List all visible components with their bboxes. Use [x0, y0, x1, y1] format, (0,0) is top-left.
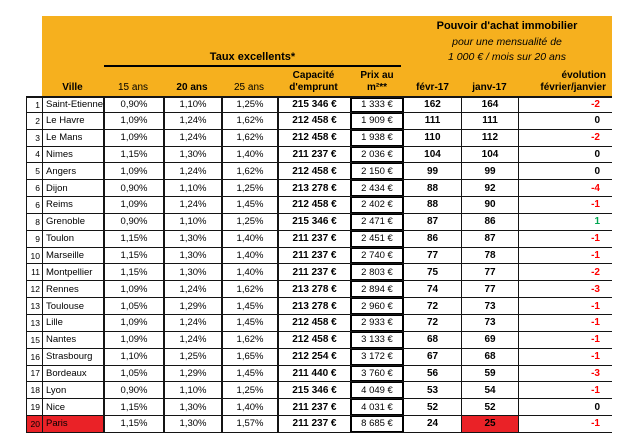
rate-15y-cell: 1,09% — [103, 281, 163, 297]
borrowing-capacity-cell: 211 440 € — [277, 366, 350, 382]
price-per-m2-cell: 2 933 € — [350, 315, 404, 331]
feb-17-power-cell: 24 — [426, 418, 439, 430]
rate-20y-cell: 1,30% — [163, 248, 221, 264]
rate-25y-cell: 1,45% — [221, 197, 277, 213]
evolution-cell: 0 — [518, 147, 612, 163]
rate-25y-cell: 1,25% — [221, 214, 277, 230]
borrowing-capacity-cell: 213 278 € — [277, 298, 350, 314]
evolution-cell: -1 — [518, 231, 612, 247]
rank-cell: 10 — [26, 248, 42, 264]
rate-20y-cell: 1,30% — [163, 399, 221, 415]
rank-cell: 9 — [26, 231, 42, 247]
borrowing-capacity-cell: 212 458 € — [277, 113, 350, 129]
rate-25y-cell: 1,45% — [221, 298, 277, 314]
rate-25y-cell: 1,62% — [221, 163, 277, 179]
rate-20y-cell: 1,25% — [163, 349, 221, 365]
city-cell: Nimes — [42, 147, 103, 163]
borrowing-capacity-cell: 211 237 € — [277, 264, 350, 280]
borrowing-capacity-cell: 212 458 € — [277, 315, 350, 331]
evolution-cell: 0 — [518, 113, 612, 129]
rate-25y-cell: 1,62% — [221, 130, 277, 146]
price-per-m2-cell: 3 133 € — [350, 332, 404, 348]
borrowing-capacity-cell: 215 346 € — [277, 382, 350, 398]
rate-15y-cell: 1,09% — [103, 130, 163, 146]
city-cell: Paris — [42, 416, 103, 432]
rate-25y-cell: 1,45% — [221, 315, 277, 331]
rank-cell: 8 — [26, 214, 42, 230]
rate-15y-cell: 1,15% — [103, 231, 163, 247]
feb-17-power-cell: 99 — [426, 165, 439, 177]
jan-17-power-cell: 77 — [461, 281, 518, 297]
rate-20y-cell: 1,30% — [163, 147, 221, 163]
feb-17-power-cell: 74 — [426, 283, 439, 295]
jan-17-power-cell: 73 — [461, 298, 518, 314]
borrowing-capacity-cell: 212 458 € — [277, 163, 350, 179]
rate-15y-cell: 0,90% — [103, 382, 163, 398]
rate-15y-cell: 1,05% — [103, 366, 163, 382]
col-header-15-ans: 15 ans — [117, 82, 149, 94]
jan-17-power-cell: 54 — [461, 382, 518, 398]
rate-15y-cell: 1,15% — [103, 248, 163, 264]
rate-15y-cell: 1,09% — [103, 332, 163, 348]
col-header-capacite-line1: Capacité — [292, 70, 335, 82]
city-cell: Montpellier — [42, 264, 103, 280]
rate-20y-cell: 1,24% — [163, 315, 221, 331]
col-header-20-ans: 20 ans — [176, 82, 208, 94]
city-cell: Grenoble — [42, 214, 103, 230]
price-per-m2-cell: 1 938 € — [350, 130, 404, 146]
rate-25y-cell: 1,62% — [221, 281, 277, 297]
evolution-cell: 1 — [518, 214, 612, 230]
evolution-cell: -3 — [518, 366, 612, 382]
table-row — [26, 315, 612, 332]
rate-20y-cell: 1,24% — [163, 197, 221, 213]
jan-17-power-cell: 69 — [461, 332, 518, 348]
price-per-m2-cell: 2 150 € — [350, 163, 404, 179]
rate-20y-cell: 1,30% — [163, 264, 221, 280]
feb-17-power-cell: 68 — [426, 334, 439, 346]
price-per-m2-cell: 2 471 € — [350, 214, 404, 230]
borrowing-capacity-cell: 211 237 € — [277, 231, 350, 247]
table-row — [26, 382, 612, 399]
col-header-prix-m2: Prix au m²** — [360, 70, 394, 94]
city-cell: Bordeaux — [42, 366, 103, 382]
jan-17-power-cell: 104 — [461, 147, 518, 163]
feb-17-power-cell: 88 — [426, 199, 439, 211]
rank-cell: 13 — [26, 315, 42, 331]
rate-20y-cell: 1,10% — [163, 382, 221, 398]
rate-25y-cell: 1,40% — [221, 231, 277, 247]
borrowing-capacity-cell: 211 237 € — [277, 147, 350, 163]
rank-cell: 11 — [26, 264, 42, 280]
feb-17-power-cell: 53 — [426, 384, 439, 396]
feb-17-power-cell: 87 — [426, 216, 439, 228]
jan-17-power-cell: 68 — [461, 349, 518, 365]
rate-15y-cell: 0,90% — [103, 180, 163, 196]
price-per-m2-cell: 2 960 € — [350, 298, 404, 314]
jan-17-power-cell: 77 — [461, 264, 518, 280]
rank-cell: 4 — [26, 147, 42, 163]
city-cell: Marseille — [42, 248, 103, 264]
price-per-m2-cell: 3 760 € — [350, 366, 404, 382]
table-row — [26, 163, 612, 180]
rank-cell: 19 — [26, 399, 42, 415]
jan-17-power-cell: 86 — [461, 214, 518, 230]
feb-17-power-cell: 56 — [426, 367, 439, 379]
evolution-cell: -1 — [518, 382, 612, 398]
feb-17-power-cell: 75 — [426, 266, 439, 278]
title-line-1: Pouvoir d'achat immobilier — [436, 20, 578, 32]
borrowing-capacity-cell: 212 254 € — [277, 349, 350, 365]
col-header-capacite-line2: d'emprunt — [289, 82, 338, 94]
col-header-janv-17: janv-17 — [472, 82, 507, 94]
rate-20y-cell: 1,10% — [163, 98, 221, 112]
rate-15y-cell: 1,09% — [103, 163, 163, 179]
rate-15y-cell: 1,09% — [103, 113, 163, 129]
city-cell: Rennes — [42, 281, 103, 297]
price-per-m2-cell: 2 451 € — [350, 231, 404, 247]
jan-17-power-cell: 164 — [461, 98, 518, 112]
rate-20y-cell: 1,30% — [163, 416, 221, 432]
table-row — [26, 332, 612, 349]
jan-17-power-cell: 92 — [461, 180, 518, 196]
price-per-m2-cell: 3 172 € — [350, 349, 404, 365]
price-per-m2-cell: 4 031 € — [350, 399, 404, 415]
table-row — [26, 416, 612, 433]
jan-17-power-cell: 87 — [461, 231, 518, 247]
rate-25y-cell: 1,40% — [221, 399, 277, 415]
borrowing-capacity-cell: 215 346 € — [277, 214, 350, 230]
evolution-cell: -2 — [518, 98, 612, 112]
rank-cell: 3 — [26, 130, 42, 146]
rank-cell: 16 — [26, 349, 42, 365]
rate-25y-cell: 1,45% — [221, 366, 277, 382]
price-per-m2-cell: 1 333 € — [350, 98, 404, 112]
borrowing-capacity-cell: 213 278 € — [277, 180, 350, 196]
table-body — [26, 96, 612, 433]
table-row — [26, 264, 612, 281]
rank-cell: 17 — [26, 366, 42, 382]
borrowing-capacity-cell: 212 458 € — [277, 197, 350, 213]
city-cell: Reims — [42, 197, 103, 213]
rate-15y-cell: 1,05% — [103, 298, 163, 314]
rate-20y-cell: 1,30% — [163, 231, 221, 247]
rank-cell: 13 — [26, 298, 42, 314]
city-cell: Lille — [42, 315, 103, 331]
table-row — [26, 147, 612, 164]
rate-15y-cell: 1,10% — [103, 349, 163, 365]
price-per-m2-cell: 2 803 € — [350, 264, 404, 280]
evolution-cell: 0 — [518, 399, 612, 415]
evolution-cell: -4 — [518, 180, 612, 196]
evolution-cell: -2 — [518, 130, 612, 146]
rank-cell: 20 — [26, 416, 42, 432]
jan-17-power-cell: 99 — [461, 163, 518, 179]
borrowing-capacity-cell: 211 237 € — [277, 416, 350, 432]
evolution-cell: 0 — [518, 163, 612, 179]
price-per-m2-cell: 4 049 € — [350, 382, 404, 398]
rate-20y-cell: 1,29% — [163, 298, 221, 314]
evolution-cell: -1 — [518, 416, 612, 432]
price-per-m2-cell: 2 434 € — [350, 180, 404, 196]
feb-17-power-cell: 77 — [426, 250, 439, 262]
rank-cell: 1 — [26, 98, 42, 112]
feb-17-power-cell: 72 — [426, 300, 439, 312]
city-cell: Lyon — [42, 382, 103, 398]
price-per-m2-cell: 8 685 € — [350, 416, 404, 432]
table-row — [26, 399, 612, 416]
rate-20y-cell: 1,24% — [163, 281, 221, 297]
borrowing-capacity-cell: 212 458 € — [277, 332, 350, 348]
rate-25y-cell: 1,40% — [221, 248, 277, 264]
jan-17-power-cell: 90 — [461, 197, 518, 213]
feb-17-power-cell: 72 — [426, 317, 439, 329]
city-cell: Nantes — [42, 332, 103, 348]
table-row — [26, 130, 612, 147]
title-line-3: 1 000 € / mois sur 20 ans — [448, 50, 566, 63]
city-cell: Dijon — [42, 180, 103, 196]
feb-17-power-cell: 67 — [426, 351, 439, 363]
rate-25y-cell: 1,62% — [221, 332, 277, 348]
rank-cell: 6 — [26, 197, 42, 213]
rate-20y-cell: 1,24% — [163, 130, 221, 146]
borrowing-capacity-cell: 212 458 € — [277, 130, 350, 146]
city-cell: Nice — [42, 399, 103, 415]
table-row — [26, 180, 612, 197]
table-row — [26, 231, 612, 248]
rate-20y-cell: 1,24% — [163, 163, 221, 179]
evolution-cell: -1 — [518, 332, 612, 348]
rate-25y-cell: 1,40% — [221, 264, 277, 280]
rank-cell: 12 — [26, 281, 42, 297]
table-row — [26, 113, 612, 130]
borrowing-capacity-cell: 211 237 € — [277, 399, 350, 415]
city-cell: Le Havre — [42, 113, 103, 129]
jan-17-power-cell: 111 — [461, 113, 518, 129]
rate-20y-cell: 1,10% — [163, 214, 221, 230]
col-header-fevr-17: févr-17 — [416, 82, 449, 94]
price-per-m2-cell: 1 909 € — [350, 113, 404, 129]
column-headers — [26, 54, 612, 95]
table-row — [26, 298, 612, 315]
group-header-taux-excellents: Taux excellents* — [104, 51, 401, 67]
jan-17-power-cell: 112 — [461, 130, 518, 146]
price-per-m2-cell: 2 036 € — [350, 147, 404, 163]
feb-17-power-cell: 52 — [426, 401, 439, 413]
rate-20y-cell: 1,24% — [163, 332, 221, 348]
jan-17-power-cell: 78 — [461, 248, 518, 264]
rate-25y-cell: 1,25% — [221, 382, 277, 398]
table-row — [26, 197, 612, 214]
col-header-evolution — [518, 70, 612, 94]
evolution-cell: -1 — [518, 298, 612, 314]
rate-15y-cell: 1,09% — [103, 315, 163, 331]
city-cell: Toulon — [42, 231, 103, 247]
table-row — [26, 366, 612, 383]
col-header-25-ans: 25 ans — [233, 82, 265, 94]
rate-25y-cell: 1,25% — [221, 98, 277, 112]
table-row — [26, 281, 612, 298]
rank-cell: 6 — [26, 180, 42, 196]
table-row — [26, 349, 612, 366]
price-per-m2-cell: 2 740 € — [350, 248, 404, 264]
rate-25y-cell: 1,40% — [221, 147, 277, 163]
rate-25y-cell: 1,25% — [221, 180, 277, 196]
evolution-cell: -3 — [518, 281, 612, 297]
rank-cell: 18 — [26, 382, 42, 398]
evolution-cell: -1 — [518, 197, 612, 213]
rate-20y-cell: 1,24% — [163, 113, 221, 129]
city-cell: Toulouse — [42, 298, 103, 314]
evolution-cell: -1 — [518, 248, 612, 264]
table-row — [26, 214, 612, 231]
price-per-m2-cell: 2 894 € — [350, 281, 404, 297]
feb-17-power-cell: 111 — [424, 115, 441, 127]
col-header-evolution-line1: évolution — [561, 70, 606, 82]
feb-17-power-cell: 88 — [426, 182, 439, 194]
rate-15y-cell: 1,15% — [103, 416, 163, 432]
rank-cell: 5 — [26, 163, 42, 179]
borrowing-capacity-cell: 213 278 € — [277, 281, 350, 297]
evolution-cell: -2 — [518, 264, 612, 280]
borrowing-capacity-cell: 215 346 € — [277, 98, 350, 112]
jan-17-power-cell: 52 — [461, 399, 518, 415]
rank-cell: 2 — [26, 113, 42, 129]
rank-cell: 15 — [26, 332, 42, 348]
rate-15y-cell: 0,90% — [103, 214, 163, 230]
jan-17-power-cell: 73 — [461, 315, 518, 331]
rate-20y-cell: 1,10% — [163, 180, 221, 196]
evolution-cell: -1 — [518, 315, 612, 331]
col-header-ville: Ville — [62, 82, 83, 94]
col-header-capacite — [277, 70, 350, 94]
city-cell: Angers — [42, 163, 103, 179]
rate-25y-cell: 1,65% — [221, 349, 277, 365]
rate-15y-cell: 0,90% — [103, 98, 163, 112]
rate-15y-cell: 1,09% — [103, 197, 163, 213]
feb-17-power-cell: 110 — [424, 132, 441, 144]
rate-15y-cell: 1,15% — [103, 147, 163, 163]
rate-15y-cell: 1,15% — [103, 399, 163, 415]
borrowing-capacity-cell: 211 237 € — [277, 248, 350, 264]
table-row — [26, 248, 612, 265]
feb-17-power-cell: 86 — [426, 233, 439, 245]
rate-15y-cell: 1,15% — [103, 264, 163, 280]
rate-25y-cell: 1,57% — [221, 416, 277, 432]
col-header-evolution-line2: février/janvier — [540, 82, 606, 94]
feb-17-power-cell: 104 — [424, 148, 441, 160]
title-line-2: pour une mensualité de — [452, 35, 562, 48]
price-per-m2-cell: 2 402 € — [350, 197, 404, 213]
city-cell: Le Mans — [42, 130, 103, 146]
city-cell: Strasbourg — [42, 349, 103, 365]
rate-25y-cell: 1,62% — [221, 113, 277, 129]
jan-17-power-cell: 59 — [461, 366, 518, 382]
evolution-cell: -1 — [518, 349, 612, 365]
feb-17-power-cell: 162 — [424, 99, 441, 111]
city-cell: Saint-Etienne — [42, 98, 103, 112]
jan-17-power-cell: 25 — [461, 416, 518, 432]
table-row — [26, 96, 612, 113]
rate-20y-cell: 1,29% — [163, 366, 221, 382]
